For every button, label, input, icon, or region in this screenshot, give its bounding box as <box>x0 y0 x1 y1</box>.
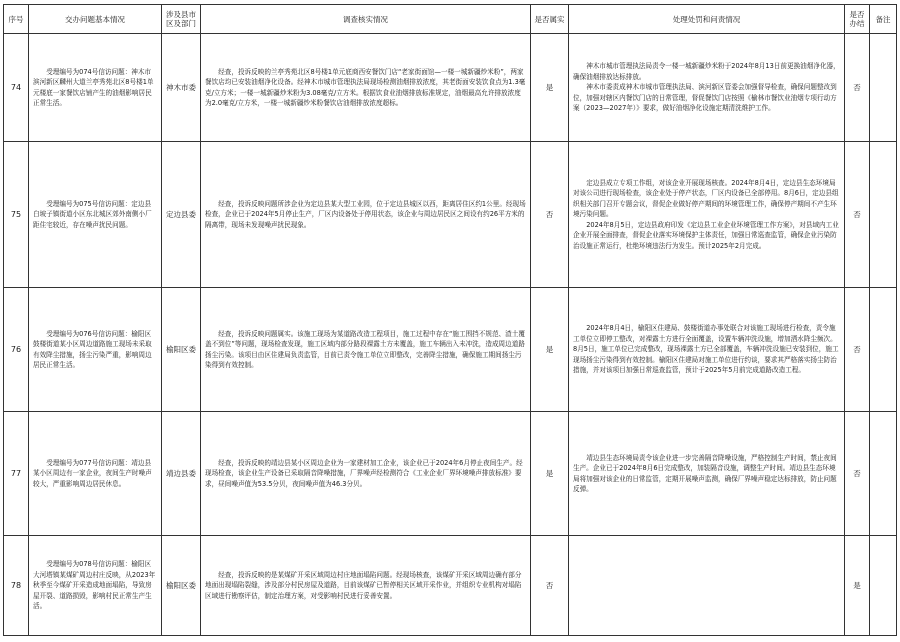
row-content: 受理编号为077号信访问题：靖边县某小区周边有一家企业，夜间生产时噪声较大，严重影响周边居民休息。 <box>29 412 162 536</box>
row-handling: 神木市城市管理执法局责令一楼一城新疆炒米粉于2024年8月13日前更换油烟净化器，确保油烟排放达标排放。 神木市委责成神木市城市管理执法局、滨河新区管委会加强督导检查，确保问题整改到位，加强对辖区内餐饮门店的日常管理，督促餐饮门店按照《榆林市餐饮业油烟专项行动方案（2023—2027年）》要求，做好油烟净化设施定期清洗维护工作。 <box>569 34 845 142</box>
header-investigation: 调查核实情况 <box>201 5 531 34</box>
header-remark: 备注 <box>870 5 897 34</box>
table-row <box>4 34 897 142</box>
row-handling: 定边县成立专项工作组，对该企业开展现场核查。2024年8月4日，定边县生态环境局对该公司进行现场检查，该企业处于停产状态，厂区内设备已全部停用。8月6日，定边县组织相关部门召开专题会议，督促企业做好停产期间的环境管理工作，确保停产期间不产生环境污染问题。 2024年8月5日，定边县政府印发《定边县工业企业环境管理工作方案》，对县域内工业企业开展全面排查，督促企业落实环境保护主体责任，加强日常巡查监管，确保企业污染防治设施正常运行，杜绝环境违法行为发生。预计2025年2月完成。 <box>569 142 845 288</box>
row-investigation: 经查，投诉反映的靖边县某小区周边企业为一家建材加工企业，该企业已于2024年6月停止夜间生产。经现场检查，该企业生产设备已采取隔音降噪措施，厂界噪声经检测符合《工业企业厂界环境噪声排放标准》要求，昼间噪声值为53.5分贝，夜间噪声值为46.3分贝。 <box>201 412 531 536</box>
row-remark <box>870 34 897 142</box>
table-row <box>4 536 897 636</box>
row-content: 受理编号为075号信访问题：定边县白坡子镇街道小区东北城区郊外南侧小厂距住宅较近，存在噪声扰民问题。 <box>29 142 162 288</box>
row-verified: 是 <box>531 412 569 536</box>
row-seq: 76 <box>4 288 29 412</box>
row-investigation: 经查，投诉反映的是某煤矿开采区域周边村庄地面塌陷问题。经现场核查，该煤矿开采区域周边确有部分地面出现塌陷裂缝，涉及部分村民房屋及道路，目前该煤矿已暂停相关区域开采作业，并组织专业机构对塌陷区域进行勘察评估，制定治理方案，对受影响村民进行妥善安置。 <box>201 536 531 636</box>
row-content: 受理编号为074号信访问题：神木市滨河新区麟州大道兰亭秀苑北区8号楼1单元楼底一家餐饮店铺产生的油烟影响居民正常生活。 <box>29 34 162 142</box>
row-investigation: 经查，投诉反映的兰亭秀苑北区8号楼1单元底商西安餐饮门店“老家街面馆—一楼一城新疆炒米粉”，两家餐饮店均已安装油烟净化设备。经神木市城市管理执法局现场检测油烟排放浓度，其老街面安装饮食点为1.3毫克/立方米；一楼一城新疆炒米粉为3.08毫克/立方米。根据饮食业油烟排放标准规定，油烟最高允许排放浓度为2.0毫克/立方米，一楼一城新疆炒米粉餐饮店油烟排放浓度超标。 <box>201 34 531 142</box>
row-verified: 否 <box>531 536 569 636</box>
row-remark <box>870 412 897 536</box>
row-dept: 定边县委 <box>162 142 201 288</box>
row-seq: 74 <box>4 34 29 142</box>
row-closed: 否 <box>845 288 870 412</box>
table-row <box>4 288 897 412</box>
row-remark <box>870 288 897 412</box>
row-verified: 否 <box>531 142 569 288</box>
row-remark <box>870 142 897 288</box>
row-dept: 靖边县委 <box>162 412 201 536</box>
table-row <box>4 142 897 288</box>
row-seq: 77 <box>4 412 29 536</box>
header-dept: 涉及县市区及部门 <box>162 5 201 34</box>
row-closed: 否 <box>845 34 870 142</box>
row-dept: 榆阳区委 <box>162 288 201 412</box>
table-row <box>4 412 897 536</box>
row-handling: 靖边县生态环境局责令该企业进一步完善隔音降噪设施，严格控制生产时间，禁止夜间生产。企业已于2024年8月6日完成整改，加装隔音设施，调整生产时间。靖边县生态环境局将加强对该企业的日常监管，定期开展噪声监测，确保厂界噪声稳定达标排放，防止问题反弹。 <box>569 412 845 536</box>
row-seq: 78 <box>4 536 29 636</box>
header-seq: 序号 <box>4 5 29 34</box>
header-closed: 是否办结 <box>845 5 870 34</box>
row-handling <box>569 536 845 636</box>
row-content: 受理编号为076号信访问题：榆阳区鼓楼街道某小区周边道路施工现场未采取有效降尘措施，扬尘污染严重，影响周边居民正常生活。 <box>29 288 162 412</box>
table-header-row <box>4 5 897 34</box>
row-dept: 神木市委 <box>162 34 201 142</box>
row-closed: 否 <box>845 412 870 536</box>
row-investigation: 经查，投诉反映问题所涉企业为定边县某大型工业园，位于定边县城区以西，距离居住区约1公里。经现场检查，企业已于2024年5月停止生产，厂区内设备处于停用状态，该企业与周边居民区之间设有约26平方米的隔离带，现场未发现噪声扰民现象。 <box>201 142 531 288</box>
row-closed: 否 <box>845 142 870 288</box>
row-seq: 75 <box>4 142 29 288</box>
row-content: 受理编号为078号信访问题：榆阳区大河塔镇某煤矿周边村庄反映，从2023年秋季至今煤矿开采造成地面塌陷，导致房屋开裂、道路损毁，影响村民正常生产生活。 <box>29 536 162 636</box>
header-verified: 是否属实 <box>531 5 569 34</box>
row-dept: 榆阳区委 <box>162 536 201 636</box>
row-closed: 是 <box>845 536 870 636</box>
case-table <box>3 4 897 636</box>
header-content: 交办问题基本情况 <box>29 5 162 34</box>
row-investigation: 经查，投诉反映问题属实。该施工现场为某道路改造工程项目，施工过程中存在“施工围挡不规范、渣土覆盖不到位”等问题，现场检查发现，施工区域内部分路段裸露土方未覆盖，施工车辆出入未冲洗，造成周边道路扬尘污染。该项目由区住建局负责监管，目前已责令施工单位立即整改，完善降尘措施，确保施工期间扬尘污染得到有效控制。 <box>201 288 531 412</box>
header-handling: 处理处罚和问责情况 <box>569 5 845 34</box>
row-remark <box>870 536 897 636</box>
row-verified: 是 <box>531 34 569 142</box>
row-verified: 是 <box>531 288 569 412</box>
row-handling: 2024年8月4日，榆阳区住建局、鼓楼街道办事处联合对该施工现场进行检查，责令施工单位立即停工整改，对裸露土方进行全面覆盖，设置车辆冲洗设施，增加洒水降尘频次。8月5日，施工单位已完成整改，现场裸露土方已全部覆盖，车辆冲洗设施已安装到位，施工现场扬尘污染得到有效控制。榆阳区住建局对施工单位进行约谈，要求其严格落实扬尘防治措施，并对该项目加强日常巡查监管，预计于2025年5月前完成道路改造工程。 <box>569 288 845 412</box>
